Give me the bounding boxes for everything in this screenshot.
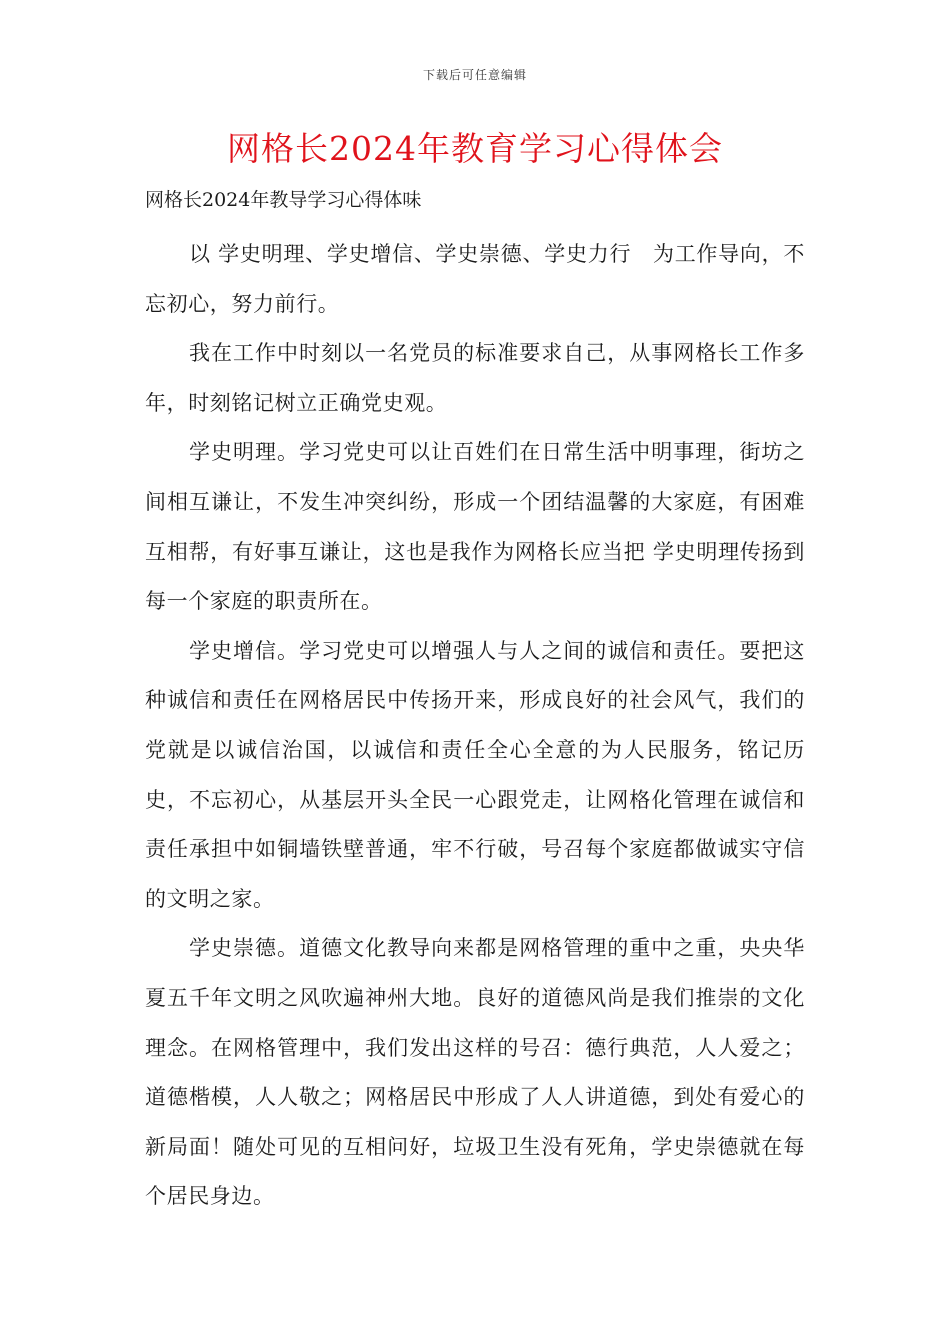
- document-title: 网格长2024年教育学习心得体会: [227, 129, 723, 168]
- paragraph-4: 学史增信。学习党史可以增强人与人之间的诚信和责任。要把这种诚信和责任在网格居民中传扬开来，形成良好的社会风气，我们的党就是以诚信治国，以诚信和责任全心全意的为人民服务，铭记历史，不忘初心，从基层开头全民一心跟党走，让网格化管理在诚信和责任承担中如铜墙铁壁普通，牢不行破，号召每个家庭都做诚实守信的文明之家。: [145, 638, 805, 911]
- paragraph-1: 以 学史明理、学史增信、学史崇德、学史力行 为工作导向，不忘初心，努力前行。: [145, 242, 805, 316]
- paragraph-3: 学史明理。学习党史可以让百姓们在日常生活中明事理，街坊之间相互谦让，不发生冲突纠纷，形成一个团结温馨的大家庭，有困难互相帮，有好事互谦让，这也是我作为网格长应当把 学史明理传扬到每一个家庭的职责所在。: [145, 440, 805, 614]
- paragraph-5: 学史崇德。道德文化教导向来都是网格管理的重中之重，央央华夏五千年文明之风吹遍神州大地。良好的道德风尚是我们推崇的文化理念。在网格管理中，我们发出这样的号召：德行典范，人人爱之；道德楷模，人人敬之；网格居民中形成了人人讲道德，到处有爱心的新局面！随处可见的互相问好，垃圾卫生没有死角，学史崇德就在每个居民身边。: [145, 936, 805, 1209]
- document-body: [145, 230, 805, 1222]
- header-note: 下载后可任意编辑: [422, 68, 527, 82]
- document-subtitle: 网格长2024年教导学习心得体味: [145, 189, 422, 211]
- paragraph-2: 我在工作中时刻以一名党员的标准要求自己，从事网格长工作多年，时刻铭记树立正确党史观。: [145, 341, 805, 415]
